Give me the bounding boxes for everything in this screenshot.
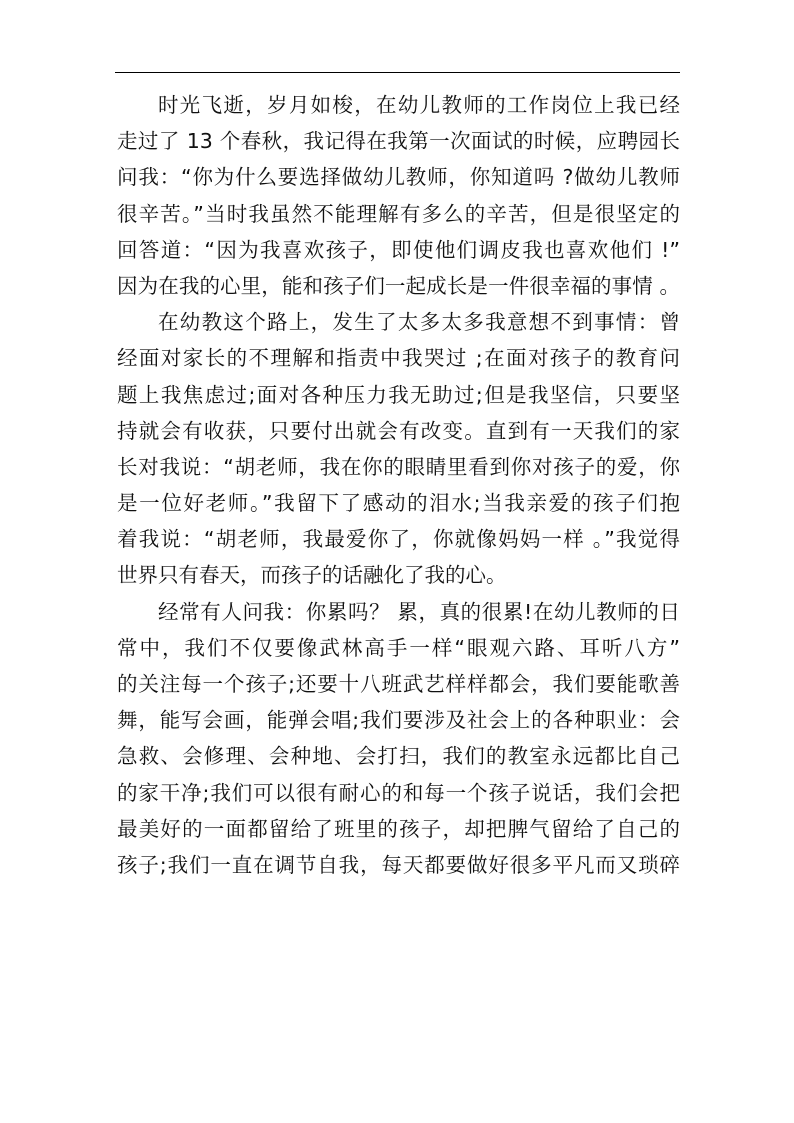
text-line: 孩子;我们一直在调节自我，每天都要做好很多平凡而又琐碎 (117, 852, 680, 877)
text-line: 持就会有收获，只要付出就会有改变。直到有一天我们的家 (117, 418, 680, 443)
text-line: 走过了 13 个春秋，我记得在我第一次面试的时候，应聘园长 (117, 129, 680, 154)
text-line: 时光飞逝，岁月如梭，在幼儿教师的工作岗位上我已经 (158, 93, 680, 117)
text-line: 着我说：“胡老师，我最爱你了，你就像妈妈一样 。”我觉得 (117, 527, 680, 552)
text-line: 急救、会修理、会种地、会打扫，我们的教室永远都比自己 (117, 744, 680, 769)
text-line: 的关注每一个孩子;还要十八班武艺样样都会，我们要能歌善 (117, 672, 680, 696)
text-line: 题上我焦虑过;面对各种压力我无助过;但是我坚信，只要坚 (117, 382, 680, 407)
text-line: 最美好的一面都留给了班里的孩子，却把脾气留给了自己的 (117, 816, 680, 841)
text-line: 经面对家长的不理解和指责中我哭过 ;在面对孩子的教育问 (117, 346, 680, 371)
paragraph-3 (117, 594, 680, 884)
text-line: 是一位好老师。”我留下了感动的泪水;当我亲爱的孩子们抱 (117, 491, 680, 516)
text-line: 很辛苦。”当时我虽然不能理解有多么的辛苦，但是很坚定的 (117, 201, 680, 226)
text-line: 常中，我们不仅要像武林高手一样“眼观六路、耳听八方” (117, 635, 680, 660)
text-line: 在幼教这个路上，发生了太多太多我意想不到事情：曾 (158, 310, 680, 335)
header-rule (115, 72, 680, 73)
text-line: 问我：“你为什么要选择做幼儿教师，你知道吗 ?做幼儿教师 (117, 165, 680, 190)
paragraph-2 (117, 304, 680, 594)
text-line: 的家干净;我们可以很有耐心的和每一个孩子说话，我们会把 (117, 780, 680, 805)
paragraph-1 (117, 87, 680, 304)
document-body (117, 87, 680, 883)
text-line: 因为在我的心里，能和孩子们一起成长是一件很幸福的事情 。 (117, 273, 680, 298)
text-line: 长对我说：“胡老师，我在你的眼睛里看到你对孩子的爱，你 (117, 454, 680, 479)
text-line: 世界只有春天，而孩子的话融化了我的心。 (117, 563, 507, 588)
text-line: 舞，能写会画，能弹会唱;我们要涉及社会上的各种职业：会 (117, 708, 680, 733)
text-line: 经常有人问我：你累吗？ 累，真的很累!在幼儿教师的日 (158, 599, 680, 624)
text-line: 回答道：“因为我喜欢孩子，即使他们调皮我也喜欢他们 !” (117, 237, 680, 262)
